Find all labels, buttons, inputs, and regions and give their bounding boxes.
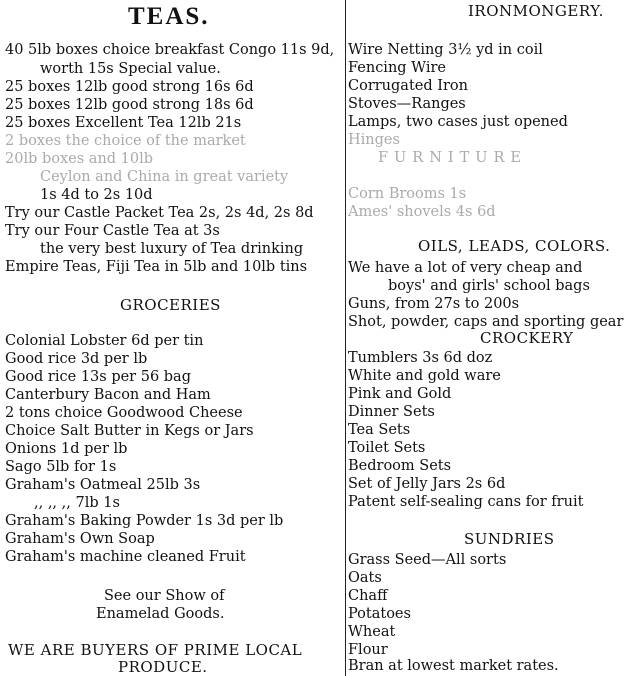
oils-line: Guns, from 27s to 200s <box>348 296 520 312</box>
ironmongery-line: Corn Brooms 1s <box>348 186 467 202</box>
sundries-line: Bran at lowest market rates. <box>348 658 559 674</box>
sundries-line: Chaff <box>348 588 388 604</box>
sundries-line: Potatoes <box>348 606 411 622</box>
sundries-line: Flour <box>348 642 388 658</box>
teas-line: the very best luxury of Tea drinking <box>40 241 304 257</box>
buyers-line: PRODUCE. <box>118 658 208 676</box>
groceries-line: Graham's Oatmeal 25lb 3s <box>5 477 201 493</box>
buyers-line: WE ARE BUYERS OF PRIME LOCAL <box>8 641 303 659</box>
teas-line: Ceylon and China in great variety <box>40 169 289 185</box>
oils-line: Shot, powder, caps and sporting gear <box>348 314 624 330</box>
crockery-heading: CROCKERY <box>480 329 574 347</box>
sundries-line: Grass Seed—All sorts <box>348 552 507 568</box>
groceries-line: Colonial Lobster 6d per tin <box>5 333 204 349</box>
teas-line: worth 15s Special value. <box>40 61 221 77</box>
ironmongery-line: Lamps, two cases just opened <box>348 114 568 130</box>
oils-heading: OILS, LEADS, COLORS. <box>418 237 611 255</box>
crockery-line: Set of Jelly Jars 2s 6d <box>348 476 506 492</box>
groceries-heading: GROCERIES <box>120 296 221 314</box>
ironmongery-line: Corrugated Iron <box>348 78 468 94</box>
groceries-line: Good rice 3d per lb <box>5 351 148 367</box>
crockery-line: White and gold ware <box>348 368 501 384</box>
crockery-line: Dinner Sets <box>348 404 435 420</box>
groceries-line: Sago 5lb for 1s <box>5 459 117 475</box>
groceries-line: Canterbury Bacon and Ham <box>5 387 211 403</box>
ironmongery-heading: IRONMONGERY. <box>468 2 604 20</box>
ironmongery-line: Stoves—Ranges <box>348 96 466 112</box>
teas-line: 25 boxes 12lb good strong 16s 6d <box>5 79 254 95</box>
sundries-line: Wheat <box>348 624 396 640</box>
crockery-line: Toilet Sets <box>348 440 426 456</box>
sundries-line: Oats <box>348 570 382 586</box>
teas-line: Try our Four Castle Tea at 3s <box>5 223 220 239</box>
groceries-line: Onions 1d per lb <box>5 441 128 457</box>
sundries-heading: SUNDRIES <box>464 530 555 548</box>
ironmongery-line: Fencing Wire <box>348 60 446 76</box>
groceries-line: Graham's machine cleaned Fruit <box>5 549 246 565</box>
crockery-line: Tumblers 3s 6d doz <box>348 350 493 366</box>
teas-line: 25 boxes 12lb good strong 18s 6d <box>5 97 254 113</box>
groceries-line: Choice Salt Butter in Kegs or Jars <box>5 423 254 439</box>
groceries-line: Graham's Own Soap <box>5 531 155 547</box>
groceries-line: 2 tons choice Goodwood Cheese <box>5 405 243 421</box>
teas-line: 25 boxes Excellent Tea 12lb 21s <box>5 115 242 131</box>
crockery-line: Bedroom Sets <box>348 458 452 474</box>
crockery-line: Pink and Gold <box>348 386 452 402</box>
column-divider <box>345 0 346 676</box>
teas-heading: TEAS. <box>128 3 210 30</box>
teas-line: Empire Teas, Fiji Tea in 5lb and 10lb tins <box>5 259 308 275</box>
oils-line: boys' and girls' school bags <box>388 278 590 294</box>
oils-line: We have a lot of very cheap and <box>348 260 583 276</box>
groceries-line: ,, ,, ,, 7lb 1s <box>34 495 120 511</box>
ironmongery-line: FURNITURE <box>378 150 528 166</box>
show-line: See our Show of <box>104 588 225 604</box>
groceries-line: Good rice 13s per 56 bag <box>5 369 191 385</box>
teas-line: 40 5lb boxes choice breakfast Congo 11s 9d, <box>5 42 335 58</box>
teas-line: Try our Castle Packet Tea 2s, 2s 4d, 2s 8d <box>5 205 314 221</box>
groceries-line: Graham's Baking Powder 1s 3d per lb <box>5 513 284 529</box>
crockery-line: Tea Sets <box>348 422 411 438</box>
teas-line: 20lb boxes and 10lb <box>5 151 154 167</box>
teas-line: 2 boxes the choice of the market <box>5 133 246 149</box>
ironmongery-line: Ames' shovels 4s 6d <box>348 204 496 220</box>
ironmongery-line: Wire Netting 3½ yd in coil <box>348 42 543 58</box>
show-line: Enamelad Goods. <box>96 606 225 622</box>
ironmongery-line: Hinges <box>348 132 400 148</box>
crockery-line: Patent self-sealing cans for fruit <box>348 494 584 510</box>
teas-line: 1s 4d to 2s 10d <box>40 187 153 203</box>
